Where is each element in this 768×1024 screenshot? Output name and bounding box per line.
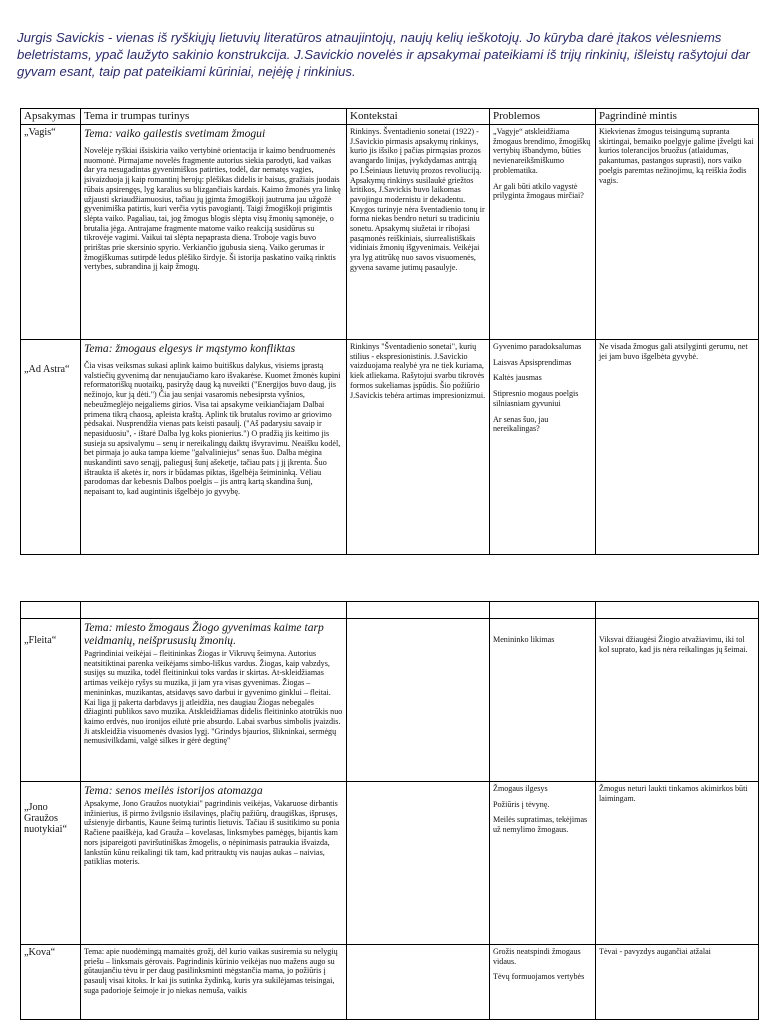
table-header-row bbox=[21, 109, 759, 125]
story-content: Apsakyme, Jono Graužos nuotykiai" pagrindinis veikėjas, Vakaruose dirbantis inžinierius, iš pirmo žvilgsnio išsilavinęs, plačių pažiūrų, draugiškas, išprusęs, užsienyje dirbantis, Kaune šeimą turintis lietuvis. Tačiau iš susitikimo su ponia Račiene paaiškėja, kad Grauža – kovelasas, linksmybes pamėgęs, bijantis kam nors įsipareigoti paviršutiniškas žmogelis, o nėpinimasis patraukia išvaizda, lankstūn kūnu reikalingi tik tam, kad pritrauktų vis naujas aukas – naivias, patiklias moteris. bbox=[84, 799, 340, 867]
main-idea-text: Ne visada žmogus gali atsilyginti gerumu, net jei jam buvo išgelbėta gyvybė. bbox=[599, 342, 748, 361]
story-problems bbox=[490, 340, 596, 555]
header-kontekstai: Kontekstai bbox=[347, 109, 490, 125]
main-idea-text: Žmogus neturi laukti tinkamos akimirkos būti laimingam. bbox=[599, 784, 748, 803]
context-text: Rinkinys. Šventadienio sonetai (1922) - J.Savickio pirmasis apsakymų rinkinys, kurio jis išsiko į pačias pirmąsias prozos avangardo linijas, įvykdydamas antrąją po I.Šeiniaus lietuvių prozos revoliuciją. Apsakymų rinkinys susilaukė griežtos kritikos, J.Savickis buvo laikomas pavojingu modernistu ir dekadentu. Knygos turinyje nėra šventadienio tonų ir forma niekas bendro neturi su tradiciniu sonetu. Apsakymų siužetai ir ribojasi pasąmonės reiškiniais, siurrealistiškais vidiniais žmonių išgyvenimais. Veikėjai yra lyg atitrūkę nuo savos visuomenės, gyvena savame jutimų pasaulyje. bbox=[350, 127, 485, 272]
header-problemos: Problemos bbox=[490, 109, 596, 125]
story-theme: Tema: žmogaus elgesys ir mąstymo konfliktas bbox=[84, 342, 296, 355]
problem-item: Ar senas šuo, jau nereikalingas? bbox=[493, 414, 549, 434]
main-idea-text: Tėvai - pavyzdys augančiai atžalai bbox=[599, 947, 711, 956]
story-content: Novelėje ryškiai išsiskiria vaiko vertybinė orientacija ir kaimo bendruomenės nuomonė. Pirmajame novelės fragmente autorius siekia parodyti, kad vaikas dar yra nesugadintas gyvenimiškos patirties, todėl, dar nematęs vagies, įsivaizduoja jį kaip romantinį herojų: plėšikas didelis ir baisus, gražiais juodais rūbais apsirengęs, lyg karalius su blizgančiais kardais. Kaimo žmonės yra linkę užjausti skriaudžiamuosius, tačiau jų įgimta žmogiškoji jautruma jau užgožė gyvenimiška patirtis, kuri verčia vytis pavogiantį. Taigi žmogiškoji prigimtis slėpta vaiko. Pagaliau, tai, jog žmogus blogis slėpta visų žmonių sąmonėje, o brutalia jėga. Antrajame fragmente matome vaiko reakciją susidūrus su tikrovėje vagimi. Vaikui tai slėpta nepaprasta diena. Troboje vagis buvo pririštas prie skersinio spyrio. Verkiančio įgubusia sieną. Vaiko gerumas ir žmogiškumas sutirpdė ledus plėšiko širdyje. Ši istorija paskatino vaiką rinktis vertybes, subrandina jį kaip žmogų. bbox=[84, 146, 341, 272]
story-context bbox=[347, 782, 490, 945]
problem-item: „Vagyje“ atskleidžiama žmogaus brendimo, žmogiškų vertybių išbandymo, būties nevienareikšmiškumo problematika. bbox=[493, 127, 591, 175]
story-main-idea bbox=[596, 125, 759, 340]
problem-item: Laisvas Apsisprendimas bbox=[493, 357, 572, 367]
intro-paragraph: Jurgis Savickis - vienas iš ryškiųjų lietuvių literatūros atnaujintojų, naujų kelių ieškotojų. Jo kūryba darė įtakos vėlesniems beletristams, ypač laužyto sakinio konstrukcija. J.Savickio novelės ir apsakymai pateikiami iš trijų rinkinių, išleistų rašytojui dar gyvam esant, taip pat pateikiami kūriniai, neįėję į rinkinius. bbox=[17, 30, 750, 79]
story-summary bbox=[81, 782, 347, 945]
story-summary bbox=[81, 945, 347, 1020]
story-title: „Kova“ bbox=[21, 945, 81, 1020]
blank-cell bbox=[21, 602, 81, 619]
problem-item: Kaltės jausmas bbox=[493, 373, 542, 383]
story-title bbox=[21, 782, 81, 945]
blank-header-row bbox=[21, 602, 759, 619]
story-main-idea bbox=[596, 945, 759, 1020]
works-table-continued bbox=[20, 601, 759, 1020]
header-tema: Tema ir trumpas turinys bbox=[81, 109, 347, 125]
works-table bbox=[20, 108, 759, 555]
story-problems bbox=[490, 619, 596, 782]
story-title bbox=[21, 340, 81, 555]
story-problems bbox=[490, 945, 596, 1020]
problem-item: Menininko likimas bbox=[493, 635, 555, 644]
blank-cell bbox=[347, 602, 490, 619]
table-row bbox=[21, 619, 759, 782]
problem-item: Požiūris į tėvynę. bbox=[493, 799, 550, 809]
blank-cell bbox=[596, 602, 759, 619]
story-main-idea bbox=[596, 619, 759, 782]
story-problems bbox=[490, 782, 596, 945]
table-row bbox=[21, 125, 759, 340]
main-idea-text: Kiekvienas žmogus teisingumą supranta skirtingai, bemaiko poelgyje galime įžvelgti kai kurios tolerancijos bruožus (atlaidumas, pakantumas, pastangos suprasti), nors vaiko poelgis paremtas nežinojimu, ką reiškia žodis vagis. bbox=[599, 127, 754, 185]
story-main-idea bbox=[596, 782, 759, 945]
problem-item: Stipresnio mogaus poelgis silniasniam gyvuniui bbox=[493, 389, 579, 408]
story-title-text: „Ad Astra“ bbox=[24, 364, 70, 375]
story-content: Tema: apie nuodėmingą mamaitės grožį, dėl kurio vaikas susiremia su nelygių priešu – linksmais gėrovais. Pagrindinis kūrinio veikėjas nuo mažens augo su gūtaujančiu tėvu ir per daug pasilinksminti mėgstančia mama, jo požiūris į pasaulį visai kitoks. Ir kai jis sutinka žydinką, kuris yra sukilėjamas teisingai, suga padorioje šeimoje ir jo niekas nemuša, vaikis bbox=[84, 947, 338, 995]
problem-item: Žmogaus ilgesys bbox=[493, 784, 548, 793]
main-idea-text: Viksvai džiaugėsi Žiogio atvažiavimu, iki tol kol suprato, kad jis nėra reikalingas jų šeimai. bbox=[599, 635, 748, 654]
story-summary bbox=[81, 125, 347, 340]
blank-cell bbox=[490, 602, 596, 619]
story-summary bbox=[81, 619, 347, 782]
table-row bbox=[21, 782, 759, 945]
story-theme: Tema: miesto žmogaus Žiogo gyvenimas kaime tarp veidmanių, neišprususių žmonių. bbox=[84, 621, 324, 647]
story-title: „Vagis“ bbox=[21, 125, 81, 340]
story-theme: Tema: vaiko gailestis svetimam žmogui bbox=[84, 127, 266, 140]
story-context bbox=[347, 619, 490, 782]
story-context bbox=[347, 945, 490, 1020]
story-title bbox=[21, 619, 81, 782]
problem-item: Ar gali būti atkilo vagystė prilyginta žmogaus mirčiai? bbox=[493, 181, 584, 201]
header-apsakymas: Apsakymas bbox=[21, 109, 81, 125]
blank-cell bbox=[81, 602, 347, 619]
story-main-idea bbox=[596, 340, 759, 555]
header-mintis: Pagrindinė mintis bbox=[596, 109, 759, 125]
story-context bbox=[347, 125, 490, 340]
story-theme: Tema: senos meilės istorijos atomazga bbox=[84, 784, 263, 797]
story-content: Pagrindiniai veikėjai – fleitininkas Žiogas ir Vikruvų šeimyna. Autorius neatsitiktinai parenka veikėjams simbo-liškus vardus. Žiogas, kaip vabzdys, susijęs su muzika, todėl fleitininkui toks vardas ir skirtas. At-skleidžiamas artimas veikėjo ryšys su muzika, ji jam yra visas gyvenimas. Žiogas – menininkas, muzikantas, atsidavęs savo darbui ir gyvenimo ginklui – fleitai. Kai liga jį pakerta darbdavys jį atleidžia, nes daugiau Žiogas nebegalės džiaginti publikos savo muzika. Atskleidžiamas didelis fleitininko atotrūkis nuo kaimo erdvės, nuo ironijos eilutė prie absurdo. Labai svarbus simbolis įvaizdis. Ji atskleidžia visuomenės dvasios lygį. "Grindys bjaurios, šlikninkai, sermėgų nemusivilkdami, valgė silkes ir gėrė degtinę" bbox=[84, 649, 343, 746]
story-context bbox=[347, 340, 490, 555]
story-summary bbox=[81, 340, 347, 555]
table-row bbox=[21, 340, 759, 555]
story-problems bbox=[490, 125, 596, 340]
table-row bbox=[21, 945, 759, 1020]
story-title-text: „Jono Graužos nuotykiai“ bbox=[24, 802, 68, 835]
problem-item: Tėvų formuojamos vertybės bbox=[493, 972, 585, 982]
problem-item: Grožis neatspindi žmogaus vidaus. bbox=[493, 947, 581, 966]
problem-item: Meilės supratimas, tekėjimas už nemylimo žmogaus. bbox=[493, 815, 588, 835]
story-content: Čia visas veiksmas sukasi aplink kaimo buitiškus dalykus, visiems įprastą valstiečių gyvenimą dar nenujaučiamo karo išvakarėse. Kuomet žmonės kupini reformatoriškų nuotaikų, pasiryžę daug ką nuveikti ("Energijos buvo daug, jis nežinojo, kur ją dėti.") Čia jau senjai vasaromis nebesiprsta vyšnios, nebeužmeglėjo neįgaliems girios. Visa tai apsakyme veikiančiajam Dalbai primena tikrą chaosą, apleista kraštą. Aplink tik brutalus rovimo ar griovimo pėdsakai. Nusprendžia vienas pats keisti pasaulį. ("Aš padarysiu savaip ir nepasiduosiu", - ištarė Dalba lyg koks pionierius.") O pradžią jis keitimo jis susieja su apsivalymu – senų ir nereikalingų daiktų išvyravimu. Neaišku kodėl, bet pirmaja jo auka tampa kieme "galvaliniejus" senas šuo. Dalba mėgina nuskandinti savo senąjį, paliegusį šunį ašeketje, tačiau pats į jį įkrenta. Šuo ištraukta iš aketės ir, nors ir būdamas piktas, išgelbėja šeimininką. Vėliau parodomas dar kebesnis Dalbos poelgis – jis antrą kartą skandina šunį, nepaisant to, kad augintinis išgelbėjo jo gyvybę. bbox=[84, 361, 341, 497]
problem-item: Gyvenimo paradoksalumas bbox=[493, 342, 582, 351]
context-text: Rinkinys "Šventadienio sonetai", kurių stilius - ekspresionistinis. J.Savickio vaizduojama realybė yra ne tiek kuriama, kiek atliekama. Rašytojui svarbu tikrovės formos sukeliamas įspūdis. Šio požiūrio J.Savickis tebėra artimas impresionizmui. bbox=[350, 342, 486, 400]
story-title-text: „Fleita“ bbox=[24, 635, 57, 646]
